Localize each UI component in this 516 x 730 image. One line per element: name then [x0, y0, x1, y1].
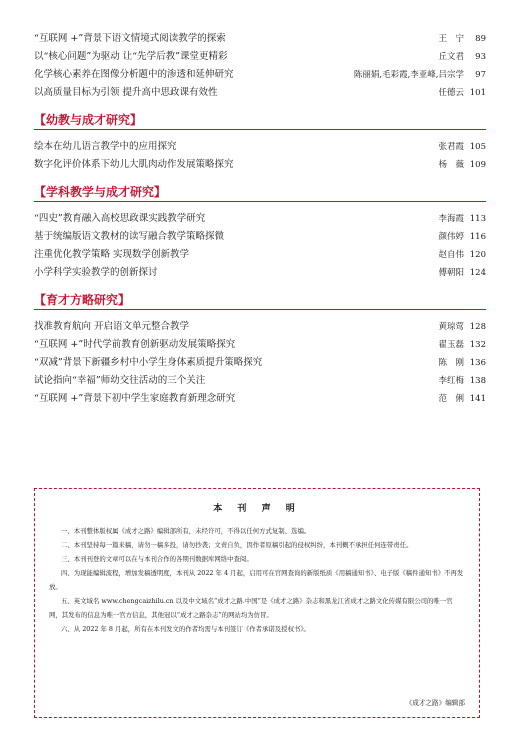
toc-entry[interactable]	[34, 138, 486, 156]
toc-entry-page: 124	[469, 268, 486, 278]
toc-entry-page: 97	[475, 70, 486, 80]
toc-entry-author: 黄琼莺	[438, 322, 464, 332]
toc-entry[interactable]	[34, 156, 486, 174]
toc-entry-title: 以“核心问题”为驱动 让“先学后教”课堂更精彩	[34, 51, 228, 62]
toc-entry-page: 101	[469, 88, 486, 98]
notice-title: 本 刊 声 明	[213, 504, 301, 514]
toc-entry-title: “互联网 +”背景下初中学生家庭教育新理念研究	[34, 393, 236, 404]
toc-entry-title: “互联网 +”背景下语文情境式阅读教学的探索	[34, 33, 226, 44]
toc-entry-title: 数字化评价体系下幼儿大肌肉动作发展策略探究	[34, 159, 234, 170]
toc-entry-page: 113	[469, 214, 486, 224]
toc-entry[interactable]	[34, 264, 486, 282]
toc-entry[interactable]	[34, 66, 486, 84]
section-divider	[34, 309, 486, 310]
toc-entry-author: 丘文君	[438, 52, 464, 62]
section-title: 【育才方略研究】	[34, 293, 131, 307]
section-title: 【学科教学与成才研究】	[34, 185, 167, 199]
toc-entry-page: 109	[469, 160, 486, 170]
toc-entry[interactable]	[34, 210, 486, 228]
toc-entry[interactable]	[34, 354, 486, 372]
toc-entry-page: 136	[469, 358, 486, 368]
toc-entry-page: 120	[469, 250, 486, 260]
notice-signature: 《成才之路》编辑部	[405, 699, 465, 707]
toc-entry-page: 105	[469, 142, 486, 152]
toc-entry[interactable]	[34, 246, 486, 264]
toc-entry-page: 93	[475, 52, 486, 62]
section-header	[34, 108, 486, 132]
section-header	[34, 288, 486, 312]
section-divider	[34, 129, 486, 130]
toc-entry-title: “四史”教育融入高校思政课实践教学研究	[34, 213, 206, 224]
notice-line: 三、本刊刊登的文章可以在与本刊合作的各期刊数据库网络中查阅。	[61, 555, 253, 563]
table-of-contents	[34, 30, 486, 408]
section-title: 【幼教与成才研究】	[34, 113, 143, 127]
toc-entry-author: 张君霞	[438, 142, 464, 152]
toc-entry-title: 小学科学实验教学的创新探讨	[34, 267, 158, 278]
toc-entry-page: 116	[469, 232, 486, 242]
toc-entry-title: 试论指向“幸福”师幼交往活动的三个关注	[34, 375, 206, 386]
toc-entry-title: “双减”背景下新疆乡村中小学生身体素质提升策略探究	[34, 357, 263, 368]
toc-entry[interactable]	[34, 48, 486, 66]
toc-entry-page: 132	[469, 340, 486, 350]
notice-line: 二、本刊坚持每一篇来稿，请勿一稿多投，请勿抄袭；文责自负，因作者原稿引起的侵权纠纷，本刊概不承担任何连带责任。	[61, 541, 413, 549]
toc-entry-title: 基于统编版语文教材的读写融合教学策略探微	[34, 231, 225, 242]
toc-entry[interactable]	[34, 390, 486, 408]
notice-line: 四、为现能编辑流程，增加发稿透明度，本刊从 2022 年 4 月起，启用可在官网查询的新版纸质《用稿通知书》、电子版《稿件通知书》不再发放。	[49, 569, 464, 591]
toc-entry-author: 杨 薇	[438, 160, 464, 170]
toc-entry-title: 化学核心素养在图像分析题中的渗透和延伸研究	[34, 69, 234, 80]
toc-entry[interactable]	[34, 228, 486, 246]
toc-entry-author: 陈丽娟,毛彩霞,李亚峰,吕宗学	[353, 70, 464, 80]
toc-top-group	[34, 30, 486, 102]
toc-entry-author: 颜伟婷	[438, 232, 464, 242]
toc-entry-title: 绘本在幼儿语言教学中的应用探究	[34, 141, 177, 152]
toc-entry-author: 王 宁	[438, 34, 464, 44]
notice-line: 六、从 2022 年 8 月起，所有在本刊发文的作者均需与本刊签订《作者承诺及授权书》。	[61, 625, 310, 633]
toc-entry[interactable]	[34, 372, 486, 390]
toc-entry-page: 141	[469, 394, 486, 404]
toc-entry-author: 范 俐	[438, 394, 464, 404]
toc-entry-page: 138	[469, 376, 486, 386]
journal-notice-box	[34, 488, 480, 718]
toc-entry[interactable]	[34, 84, 486, 102]
toc-entry-author: 赵自伟	[438, 250, 464, 260]
toc-entry-author: 任德云	[438, 88, 464, 98]
toc-entry[interactable]	[34, 336, 486, 354]
toc-entry[interactable]	[34, 318, 486, 336]
notice-line: 五、英文域名 www.chengcaizhilu.cn 以及中文域名“成才之路.中国”是《成才之路》杂志和黑龙江省成才之路文化传媒有限公司的唯一官网，其发布的信息为唯一官方信息，其他冠以“成才之路杂志”的网站均为仿冒。	[49, 597, 453, 619]
section-header	[34, 180, 486, 204]
toc-entry-page: 89	[475, 34, 486, 44]
toc-entry-title: “互联网 +”时代学前教育创新驱动发展策略探究	[34, 339, 236, 350]
notice-line: 一、本刊整体版权属《成才之路》编辑部所有，未经许可，不得以任何方式复制、选编。	[61, 527, 311, 535]
toc-entry-title: 以高质量目标为引领 提升高中思政课有效性	[34, 87, 218, 98]
toc-entry-page: 128	[469, 322, 486, 332]
toc-entry-author: 陈 刚	[438, 358, 464, 368]
toc-entry-author: 李海霞	[438, 214, 464, 224]
toc-entry-author: 翟玉磊	[438, 340, 464, 350]
toc-entry-title: 注重优化教学策略 实现数学创新教学	[34, 249, 190, 260]
toc-entry-author: 傅朝阳	[438, 268, 464, 278]
toc-entry-author: 李红梅	[438, 376, 464, 386]
toc-entry-title: 找准教育航向 开启语文单元整合教学	[34, 321, 190, 332]
section-divider	[34, 201, 486, 202]
toc-entry[interactable]	[34, 30, 486, 48]
